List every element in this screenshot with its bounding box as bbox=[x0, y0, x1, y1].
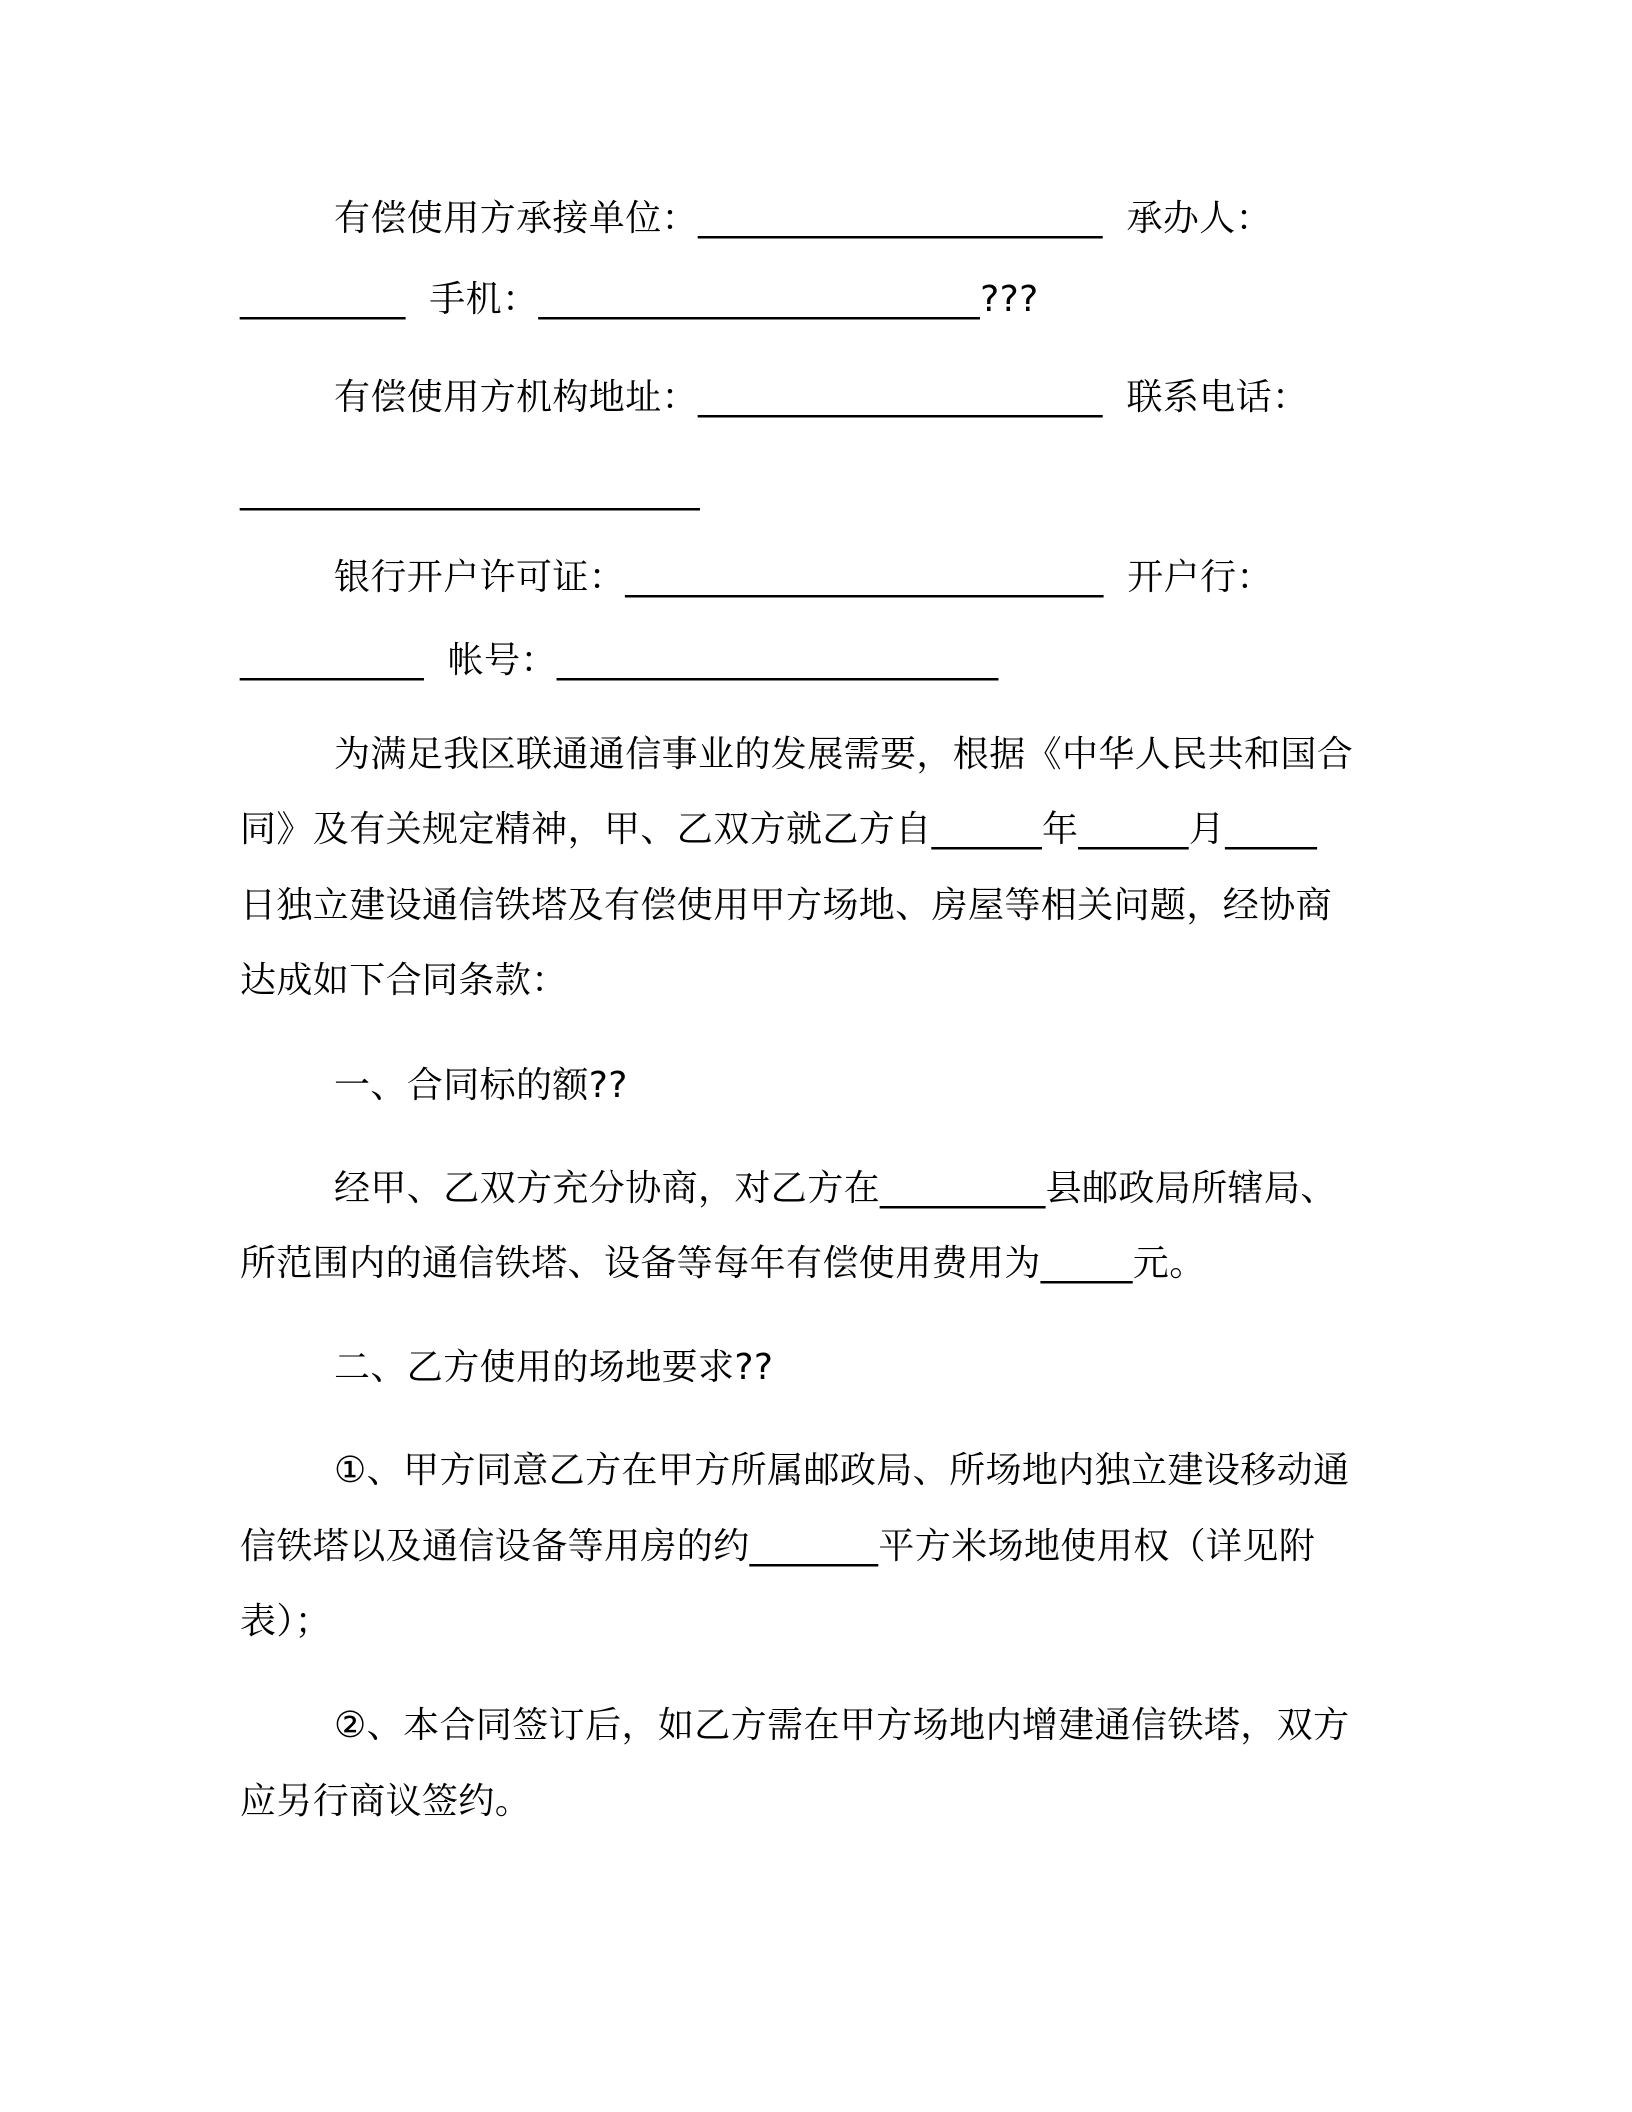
section-1-line-1: 经甲、乙双方充分协商，对乙方在_________县邮政局所辖局、 bbox=[334, 1168, 1337, 1209]
section-1-line-2: 所范围内的通信铁塔、设备等每年有偿使用费用为_____元。 bbox=[240, 1243, 1206, 1284]
paragraph-intro-line-3: 日独立建设通信铁塔及有偿使用甲方场地、房屋等相关问题，经协商 bbox=[240, 885, 1333, 926]
clause-1-line-3: 表）； bbox=[240, 1601, 332, 1642]
clause-1-line-1: ①、甲方同意乙方在甲方所属邮政局、所场地内独立建设移动通 bbox=[334, 1450, 1350, 1491]
account-number-line: __________ 帐号：________________________ bbox=[240, 640, 999, 681]
section-heading-2: 二、乙方使用的场地要求?? bbox=[334, 1347, 774, 1388]
bank-license-line: 银行开户许可证：__________________________ 开户行： bbox=[334, 557, 1273, 598]
institution-address-line: 有偿使用方机构地址：______________________ 联系电话： bbox=[334, 377, 1309, 418]
section-heading-1: 一、合同标的额?? bbox=[334, 1065, 628, 1106]
paragraph-intro-line-4: 达成如下合同条款： bbox=[240, 960, 568, 1001]
mobile-phone-line: _________ 手机：________________________??? bbox=[240, 279, 1039, 320]
paragraph-intro-line-2: 同》及有关规定精神，甲、乙双方就乙方自______年______月_____ bbox=[240, 809, 1318, 850]
clause-2-line-2: 应另行商议签约。 bbox=[240, 1781, 532, 1822]
paragraph-intro-line-1: 为满足我区联通通信事业的发展需要，根据《中华人民共和国合 bbox=[334, 734, 1354, 775]
undertaking-unit-line: 有偿使用方承接单位：______________________ 承办人： bbox=[334, 198, 1273, 239]
clause-2-line-1: ②、本合同签订后，如乙方需在甲方场地内增建通信铁塔，双方 bbox=[334, 1705, 1350, 1746]
clause-1-line-2: 信铁塔以及通信设备等用房的约_______平方米场地使用权（详见附 bbox=[240, 1526, 1316, 1567]
phone-blank-line: _________________________ bbox=[240, 470, 700, 511]
